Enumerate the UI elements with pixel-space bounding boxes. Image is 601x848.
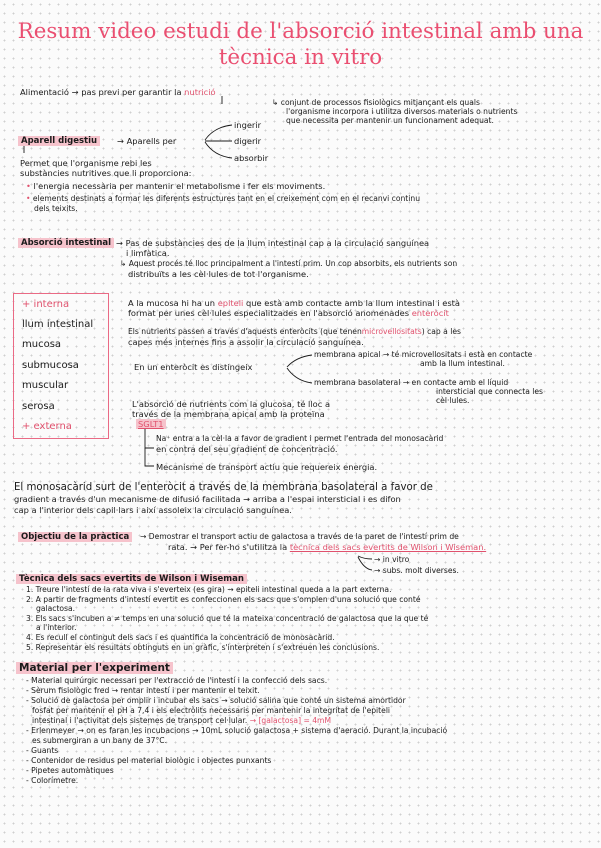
bullet-elements-text: elements destinats a formar les diferents estructures tant en el creixement com en el recanvi continu	[32, 194, 421, 203]
material-item-5: - Guants	[26, 746, 59, 755]
na-line-1: Na⁺ entra a la cèl·la a favor de gradient i permet l'entrada del monosacàrid	[156, 434, 444, 443]
epiteli-term: epiteli	[217, 298, 244, 308]
material-item-3-cont-2	[32, 716, 331, 725]
bullet-dot-1: •	[26, 181, 31, 191]
nutrients-text-b: ) cap a les	[421, 327, 461, 336]
arrow-na	[145, 428, 154, 448]
layer-muscular: muscular	[22, 380, 69, 391]
mucosa-line-2	[128, 308, 449, 318]
material-item-3: - Solució de galactosa per omplir i incubar els sacs → solució salina que conté un sistema amortidor	[26, 696, 406, 705]
permet-line-1: Permet que l'organisme rebi les	[20, 158, 152, 168]
layer-serosa: serosa	[22, 401, 55, 412]
aparells-per: → Aparells per	[117, 136, 177, 146]
ingerir: ingerir	[234, 120, 262, 130]
galactosa-concentration: → [galactosa] = 4mM	[249, 716, 332, 725]
mucosa-text-a: A la mucosa hi ha un	[128, 298, 216, 308]
tecnica-step-4: 4. Es recull el contingut dels sacs i es quantifica la concentració de monosacàrid.	[26, 633, 335, 642]
mucosa-text-b: que està amb contacte amb la llum intestinal i està	[246, 298, 461, 308]
nutricio-term: nutrició	[184, 87, 216, 97]
glucosa-line-1: L'absorció de nutrients com la glucosa, té lloc a	[132, 399, 331, 409]
bullet-elements-cont: dels teixits.	[34, 204, 78, 213]
arrow-apical	[287, 355, 312, 367]
basolateral-desc-2: intersticial que connecta les	[436, 387, 543, 396]
mucosa-text-c: format per unes cèl·lules especialitzades en l'absorció anomenades	[128, 308, 410, 318]
basolateral-desc-3: cèl·lules.	[436, 396, 470, 405]
layer-submucosa: submucosa	[22, 360, 79, 371]
material-heading	[16, 662, 173, 674]
apical-label: membrana apical →	[314, 350, 390, 359]
basolateral-label: membrana basolateral →	[314, 378, 410, 387]
tecnica-step-2: 2. A partir de fragments d'intestí evertit es confeccionen els sacs que s'omplen d'una solució que conté	[26, 595, 421, 604]
objectiu-line-2	[168, 542, 486, 552]
monosacarid-line-2: gradient a través d'un mecanisme de difusió facilitada → arriba a l'espai intersticial i es difon	[14, 494, 401, 504]
material-item-1: - Material quirúrgic necessari per l'extracció de l'intestí i la confecció dels sacs.	[26, 676, 328, 685]
bullet-elements	[26, 194, 420, 203]
material-item-4-cont: es submergiran a un bany de 37°C.	[32, 736, 168, 745]
apical-desc: té microvellositats i està en contacte	[391, 350, 533, 359]
nutrients-line-2: capes més internes fins a assolir la circulació sanguínea.	[128, 337, 364, 347]
layer-interna: + interna	[22, 299, 70, 310]
nutricio-def-3: que necessita per mantenir un funcionament adequat.	[286, 116, 494, 125]
monosacarid-line-1: El monosacàrid surt de l'enteròcit a través de la membrana basolateral a favor de	[14, 482, 433, 493]
distingeix: En un enteròcit es distingeix	[134, 362, 253, 372]
material-item-7: - Pipetes automàtiques	[26, 766, 114, 775]
objectiu-label: Objectiu de la pràctica	[18, 532, 132, 542]
material-label: Material per l'experiment	[16, 662, 173, 674]
objectiu-text: rata. → Per fer-ho s'utilitza la	[168, 542, 288, 552]
basolateral-desc: en contacte amb el líquid	[411, 378, 509, 387]
material-item-6: - Contenidor de residus pel material biològic i objectes punxants	[26, 756, 272, 765]
tecnica-heading	[16, 574, 247, 584]
arrow-absorbir	[205, 142, 232, 158]
tecnica-step-5: 5. Representar els resultats obtinguts en un gràfic, s'interpreten i s'extreuen les conclusions.	[26, 643, 380, 652]
permet-line-2: substàncies nutritives que li proporciona:	[20, 168, 192, 178]
material-item-3-cont-1: fosfat per mantenir el pH a 7,4 i els electròlits necessaris per mantenir la integritat de l'epiteli	[32, 706, 391, 715]
glucosa-line-2: través de la membrana apical amb la proteïna	[132, 409, 325, 419]
microvellositats-term: microvellositats	[361, 327, 422, 336]
mucosa-line-1	[128, 298, 460, 308]
sglt1-label	[136, 419, 166, 429]
aparell-digestiu-heading	[18, 136, 100, 146]
layer-llum-intestinal: llum intestinal	[22, 319, 94, 330]
bullet-energia	[26, 181, 325, 191]
objectiu-line-1: → Demostrar el transport actiu de galactosa a través de la paret de l'intestí prim de	[140, 532, 459, 541]
bullet-energia-text: l'energia necessària per mantenir el metabolisme i fer els moviments.	[33, 181, 326, 191]
layer-externa: + externa	[22, 421, 72, 432]
mecanisme-line: Mecanisme de transport actiu que requereix energia.	[156, 462, 378, 472]
absorcio-heading	[18, 238, 114, 248]
nutrients-text-a: Els nutrients passen a través d'aquests enteròcits (que tenen	[128, 327, 362, 336]
invitro-note: → in vitro	[374, 555, 410, 564]
alimentacio-term: Alimentació	[20, 87, 70, 97]
apical-desc-cont: amb la llum intestinal.	[420, 359, 505, 368]
arrow-ingerir	[205, 125, 232, 140]
page-title: Resum video estudi de l'absorció intestinal amb una	[17, 19, 584, 44]
nutricio-def-1: ↳ conjunt de processos fisiològics mitjançant els quals	[272, 98, 480, 107]
material-item-3-text: intestinal i l'activitat dels sistemes de transport cel·lular.	[32, 716, 248, 725]
absorcio-line-2: i limfàtica.	[126, 248, 170, 258]
alimentacio-text: → pas previ per garantir la	[71, 87, 182, 97]
absorcio-line-4: distribuïts a les cèl·lules de tot l'organisme.	[128, 269, 309, 279]
enterocit-term: enteròcit	[411, 308, 449, 318]
arrow-basolateral	[287, 368, 312, 383]
alimentacio-line	[20, 87, 216, 97]
tecnica-step-1: 1. Treure l'intestí de la rata viva i s'everteix (es gira) → epiteli intestinal queda a la part externa.	[26, 585, 392, 594]
absorcio-line-1: → Pas de substàncies des de la llum intestinal cap a la circulació sanguínea	[116, 238, 430, 248]
tecnica-sacs-term: tècnica dels sacs evertits de Wilson i Wiseman.	[289, 542, 487, 552]
material-item-8: - Colorímetre.	[26, 776, 79, 785]
monosacarid-line-3: cap a l'interior dels capil·lars i així assoleix la circulació sanguínea.	[14, 505, 292, 515]
tecnica-step-3-cont: a l'interior.	[36, 623, 77, 632]
objectiu-heading	[18, 532, 132, 542]
nutricio-def-2: l'organisme incorpora i utilitza diversos materials o nutrients	[286, 107, 518, 116]
material-item-2: - Sèrum fisiològic fred → rentar intestí i per mantenir el teixit.	[26, 686, 260, 695]
arrow-mecanisme	[145, 448, 154, 466]
absorcio-line-3: ↳ Aquest procés té lloc principalment a l'intestí prim. Un cop absorbits, els nutrients son	[120, 259, 458, 268]
bullet-dot-2: •	[26, 194, 31, 203]
material-item-4: - Erlenmeyer → on es faran les incubacions → 10mL solució galactosa + sistema d'aeració. Durant la incubació	[26, 726, 448, 735]
layer-mucosa: mucosa	[22, 339, 62, 350]
digerir: digerir	[234, 136, 262, 146]
subs-note: → subs. molt diverses.	[374, 566, 459, 575]
tecnica-step-3: 3. Els sacs s'incuben a ≠ temps en una solució que té la mateixa concentració de galactosa que la que té	[26, 614, 429, 623]
absorcio-label: Absorció intestinal	[18, 238, 114, 248]
membrana-basolateral	[314, 378, 508, 387]
arrow-invitro	[358, 556, 372, 559]
page-title-line2: tècnica in vitro	[218, 45, 383, 70]
tecnica-step-2-cont: galactosa.	[36, 604, 76, 613]
sglt1-term: SGLT1	[138, 419, 164, 429]
tecnica-label: Tècnica dels sacs evertits de Wilson i Wiseman	[16, 574, 247, 584]
aparell-digestiu-label: Aparell digestiu	[18, 136, 100, 146]
na-line-2: en contra del seu gradient de concentració.	[156, 444, 338, 454]
membrana-apical	[314, 350, 532, 359]
absorbir: absorbir	[234, 153, 269, 163]
nutrients-line-1	[128, 327, 461, 336]
